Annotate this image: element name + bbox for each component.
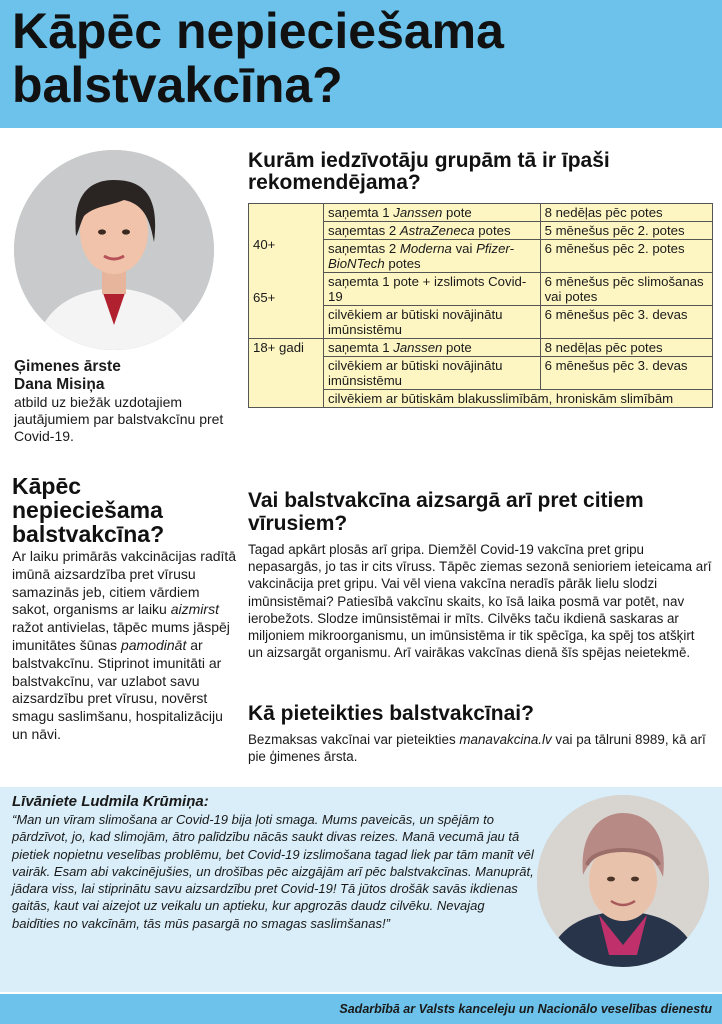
groups-heading: Kurām iedzīvotāju grupām tā ir īpaši rekomendējama? [248, 149, 610, 194]
table-row [249, 339, 713, 357]
testimonial-quote: “Man un vīram slimošana ar Covid-19 bija ļoti smaga. Mums paveicās, un spējām to pārdzīvot, jo, kad slimojām, ātro palīdzību nācās saukt divas reizes. Manā vecumā jau tā pietiek nopietnu veselības problēmu, bet Covid-19 izslimošana tagad liek par tām manīt vēl vairāk. Esam abi vakcinējušies, un drošības pēc aizgājām arī pēc balstvakcīnas. Manuprāt, jādara viss, lai stiprinātu savu aizsardzību pret Covid-19! Tā jūtos drošāk savās ikdienas gaitās, kaut vai aizejot uz veikalu un aptieku, kur apgrozās daudz cilvēku. Nevajag baidīties no vakcīnām, tās mūs pasargā no smagas saslimšanas!” [12, 812, 534, 931]
left-body-emphasis-2: pamodināt [120, 636, 187, 653]
page-title: Kāpēc nepieciešama balstvakcīna? [12, 3, 504, 113]
condition-cell: cilvēkiem ar būtiskām blakusslimībām, hroniskām slimībām [324, 390, 713, 408]
timing-cell: 6 mēnešus pēc 3. devas [540, 357, 712, 390]
timing-cell: 6 mēnešus pēc 3. devas [540, 306, 712, 339]
testimonial-name: Līvāniete Ludmila Krūmiņa: [12, 793, 209, 810]
group-label-40: 40+ [253, 237, 276, 252]
recommendation-table [248, 203, 713, 408]
doctor-name: Dana Misiņa [14, 376, 105, 393]
left-section-heading: Kāpēc nepieciešama balstvakcīna? [12, 473, 165, 547]
timing-cell: 8 nedēļas pēc potes [540, 339, 712, 357]
doctor-caption-text: atbild uz biežāk uzdotajiem jautājumiem par balstvakcīnu pret Covid-19. [14, 394, 224, 444]
left-body-emphasis-1: aizmirst [170, 601, 219, 618]
left-section-body [12, 548, 237, 744]
register-text-1: Bezmaksas vakcīnai var pieteikties [248, 732, 460, 747]
register-body [248, 731, 713, 765]
doctor-photo [14, 150, 214, 350]
condition-cell: saņemtas 2 Moderna vai Pfizer-BioNTech potes [324, 240, 541, 273]
timing-cell: 6 mēnešus pēc 2. potes [540, 240, 712, 273]
left-body-text-1: Ar laiku primārās vakcinācijas radītā imūnā aizsardzība pret vīrusu samazinās jeb, citiem vārdiem sakot, organisms ar laiku [12, 548, 237, 618]
group-cell-18: 18+ gadi [249, 339, 324, 408]
header-banner [0, 0, 722, 128]
testimonial-photo [537, 795, 709, 967]
group-label-65: 65+ [253, 290, 276, 305]
doctor-portrait-illustration [14, 150, 214, 350]
condition-cell: cilvēkiem ar būtiski novājinātu imūnsistēmu [324, 357, 541, 390]
left-body-text-2: ražot antivielas, tāpēc mums jāspēj imunitātes šūnas [12, 619, 230, 653]
timing-cell: 8 nedēļas pēc potes [540, 204, 712, 222]
left-body-text-3: ar balstvakcīnu. Stiprinot imunitāti ar balstvakcīnu, var uzlabot savu aizsardzību pret vīrusu, novērst smagu saslimšanu, hospitalizāciju un nāvi. [12, 636, 223, 742]
table-row [249, 204, 713, 222]
woman-portrait-illustration [537, 795, 709, 967]
condition-cell: saņemta 1 pote + izslimots Covid-19 [324, 273, 541, 306]
other-viruses-heading: Vai balstvakcīna aizsargā arī pret citiem vīrusiem? [248, 489, 644, 535]
register-heading: Kā pieteikties balstvakcīnai? [248, 702, 534, 725]
doctor-role: Ģimenes ārste [14, 358, 121, 375]
register-text-2: vai pa tālruni 8989, kā arī pie ģimenes ārsta. [248, 732, 706, 765]
other-viruses-body: Tagad apkārt plosās arī gripa. Diemžēl Covid-19 vakcīna pret gripu nepasargās, jo tas ir cits vīruss. Tāpēc ziemas sezonā senioriem ieteicama arī vakcinācija pret gripu. Vai vēl viena vakcīna neradīs pārāk lielu slodzi imūnsistēmai? Patiesībā vakcīnu skaits, ko īsā laika posmā var potēt, nav ierobežots. Slodze imūnsistēmai ir mīts. Cilvēks taču ikdienā saskaras ar miljoniem mikroorganismu, un imūnsistēma ir tik spēcīga, ka spēj tos atšķirt un aizsargāt organismu. Arī vairākas vakcīnas dienā šīs spējas neietekmē. [248, 542, 712, 661]
footer-banner [0, 994, 722, 1024]
timing-cell: 6 mēnešus pēc slimošanas vai potes [540, 273, 712, 306]
group-cell-40-65 [249, 204, 324, 339]
timing-cell: 5 mēnešus pēc 2. potes [540, 222, 712, 240]
condition-cell: saņemta 1 Janssen pote [324, 204, 541, 222]
doctor-caption [14, 358, 226, 445]
register-link[interactable]: manavakcina.lv [459, 732, 552, 747]
footer-credit: Sadarbībā ar Valsts kanceleju un Nacionālo veselības dienestu [339, 1002, 712, 1016]
condition-cell: cilvēkiem ar būtiski novājinātu imūnsistēmu [324, 306, 541, 339]
condition-cell: saņemta 1 Janssen pote [324, 339, 541, 357]
condition-cell: saņemtas 2 AstraZeneca potes [324, 222, 541, 240]
